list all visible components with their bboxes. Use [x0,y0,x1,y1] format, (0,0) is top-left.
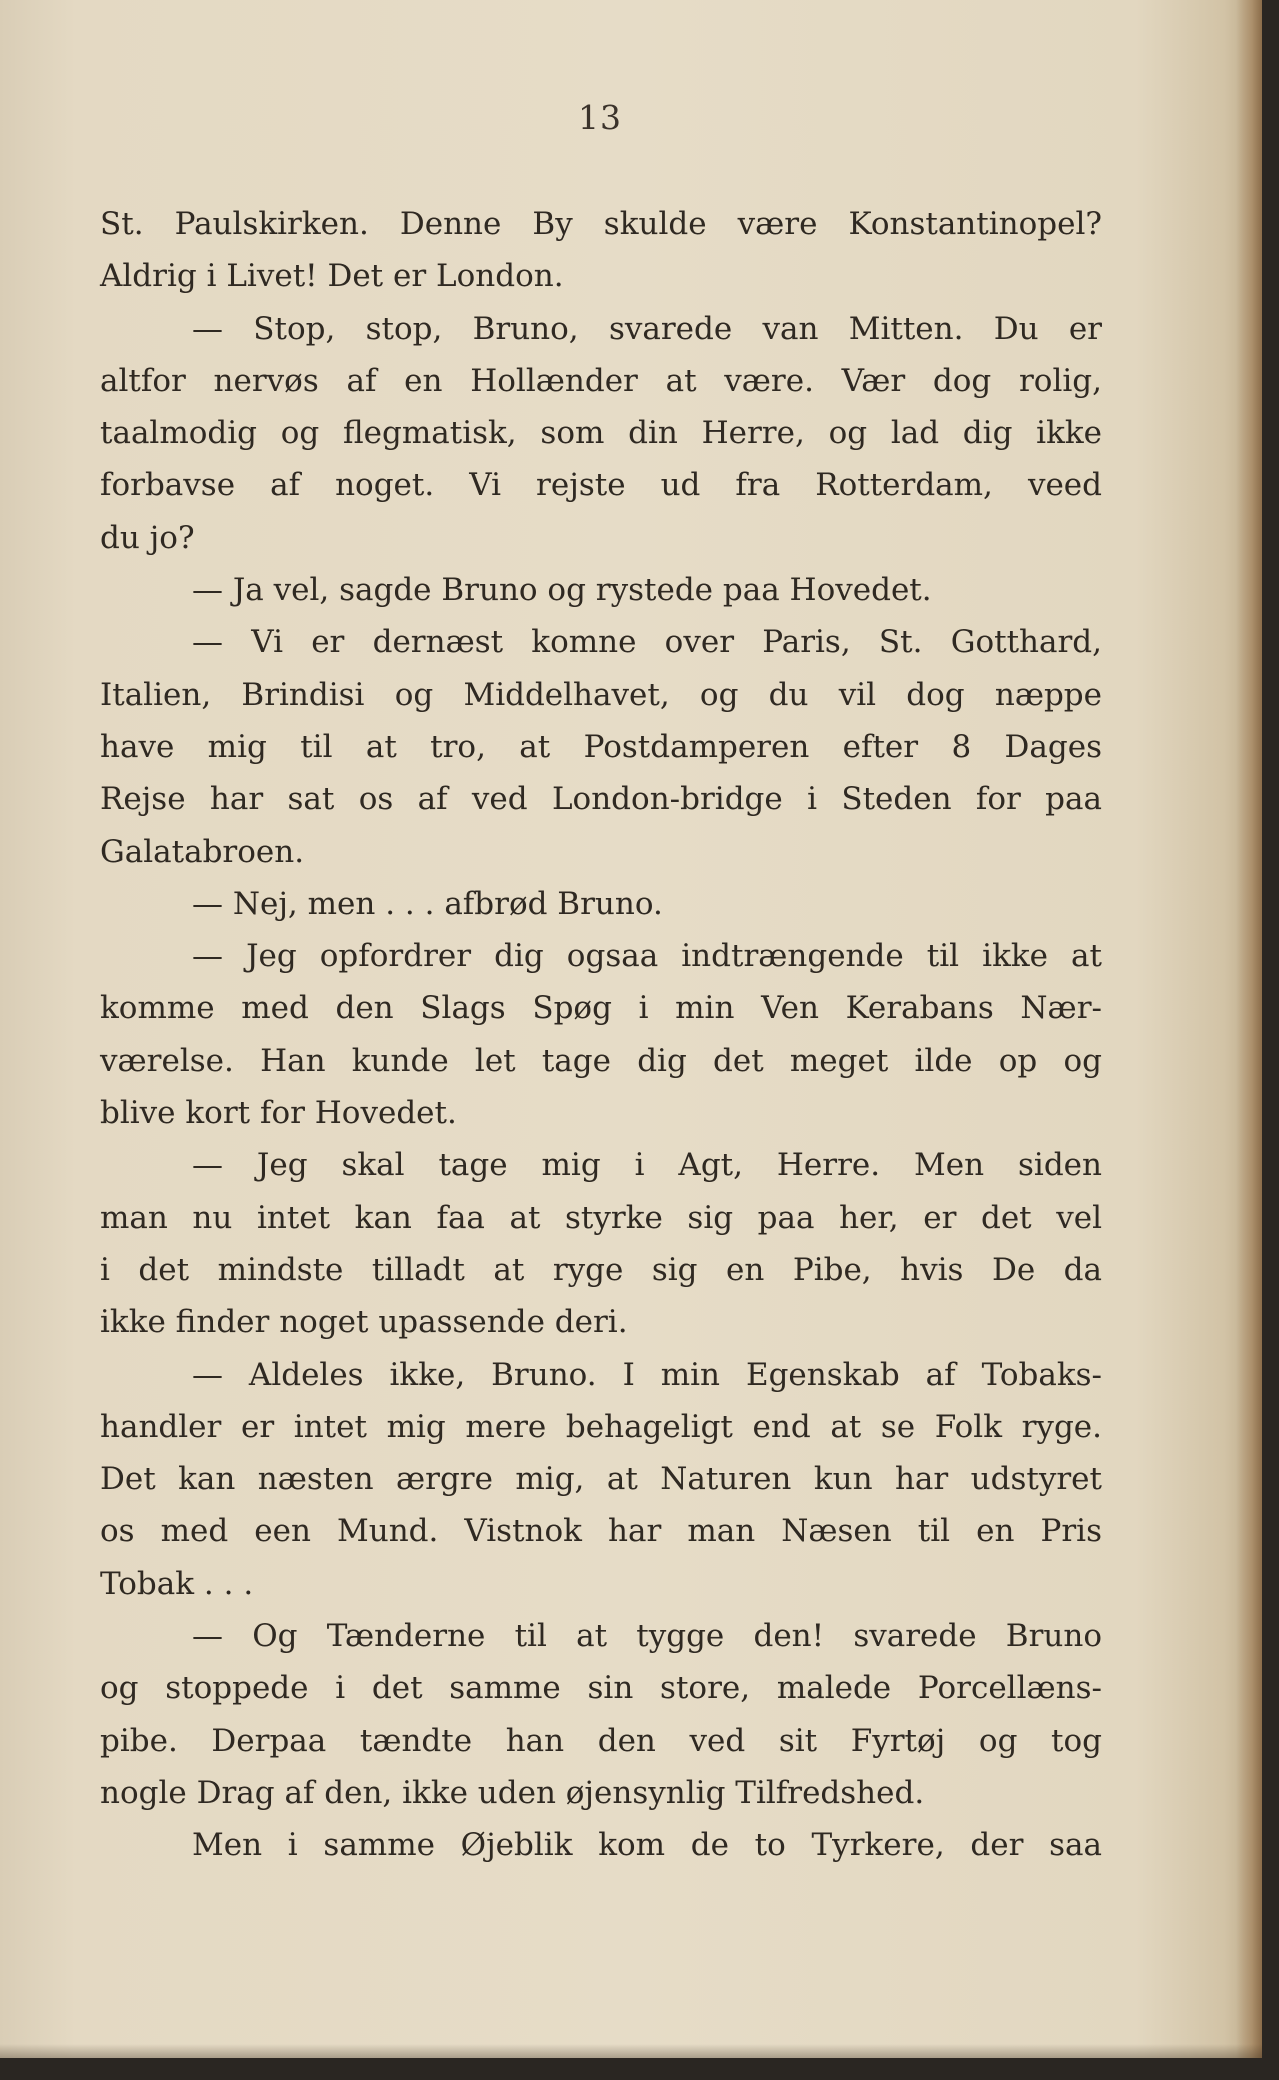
page-bottom-edge [0,2044,1262,2058]
text-line: ikke finder noget upassende deri. [100,1304,628,1341]
text-line: pibe. Derpaa tændte han den ved sit Fyrtøj og tog [100,1722,1102,1759]
text-line: i det mindste tilladt at ryge sig en Pibe, hvis De da [100,1251,1102,1288]
text-line: blive kort for Hovedet. [100,1095,457,1132]
text-line: Men i samme Øjeblik kom de to Tyrkere, der saa [192,1827,1102,1864]
text-line: værelse. Han kunde let tage dig det meget ilde op og [100,1042,1102,1079]
text-line: Aldrig i Livet! Det er London. [100,258,564,295]
text-line: have mig til at tro, at Postdamperen efter 8 Dages [100,728,1102,765]
text-line: — Jeg skal tage mig i Agt, Herre. Men siden [192,1147,1102,1184]
body-text [100,198,1102,1872]
page-edge-shading [1236,0,1262,2058]
text-line: du jo? [100,519,195,556]
text-line: — Ja vel, sagde Bruno og rystede paa Hovedet. [192,572,932,609]
text-line: — Jeg opfordrer dig ogsaa indtrængende til ikke at [192,938,1102,975]
text-line: handler er intet mig mere behageligt end at se Folk ryge. [100,1408,1102,1445]
text-line: komme med den Slags Spøg i min Ven Kerabans Nær- [100,990,1102,1027]
text-line: — Nej, men . . . afbrød Bruno. [192,885,663,922]
text-line: Tobak . . . [100,1565,254,1602]
text-line: — Vi er dernæst komne over Paris, St. Gotthard, [192,624,1102,661]
text-line: taalmodig og flegmatisk, som din Herre, og lad dig ikke [100,415,1102,452]
page-number: 13 [578,98,622,137]
text-line: Galatabroen. [100,833,305,870]
text-line: nogle Drag af den, ikke uden øjensynlig Tilfredshed. [100,1774,925,1811]
text-line: og stoppede i det samme sin store, malede Porcellæns- [100,1670,1102,1707]
text-line: man nu intet kan faa at styrke sig paa her, er det vel [100,1199,1102,1236]
text-line: — Og Tænderne til at tygge den! svarede Bruno [192,1618,1102,1655]
text-line: os med een Mund. Vistnok har man Næsen til en Pris [100,1513,1102,1550]
text-line: St. Paulskirken. Denne By skulde være Konstantinopel? [100,206,1102,242]
text-line: Det kan næsten ærgre mig, at Naturen kun har udstyret [100,1461,1102,1498]
text-line: forbavse af noget. Vi rejste ud fra Rotterdam, veed [100,467,1102,504]
text-line: — Stop, stop, Bruno, svarede van Mitten. Du er [192,310,1102,347]
text-line: Rejse har sat os af ved London-bridge i Steden for paa [100,781,1102,818]
text-line: Italien, Brindisi og Middelhavet, og du vil dog næppe [100,676,1102,713]
text-line: — Aldeles ikke, Bruno. I min Egenskab af Tobaks- [192,1356,1102,1393]
text-line: altfor nervøs af en Hollænder at være. Vær dog rolig, [100,362,1102,399]
